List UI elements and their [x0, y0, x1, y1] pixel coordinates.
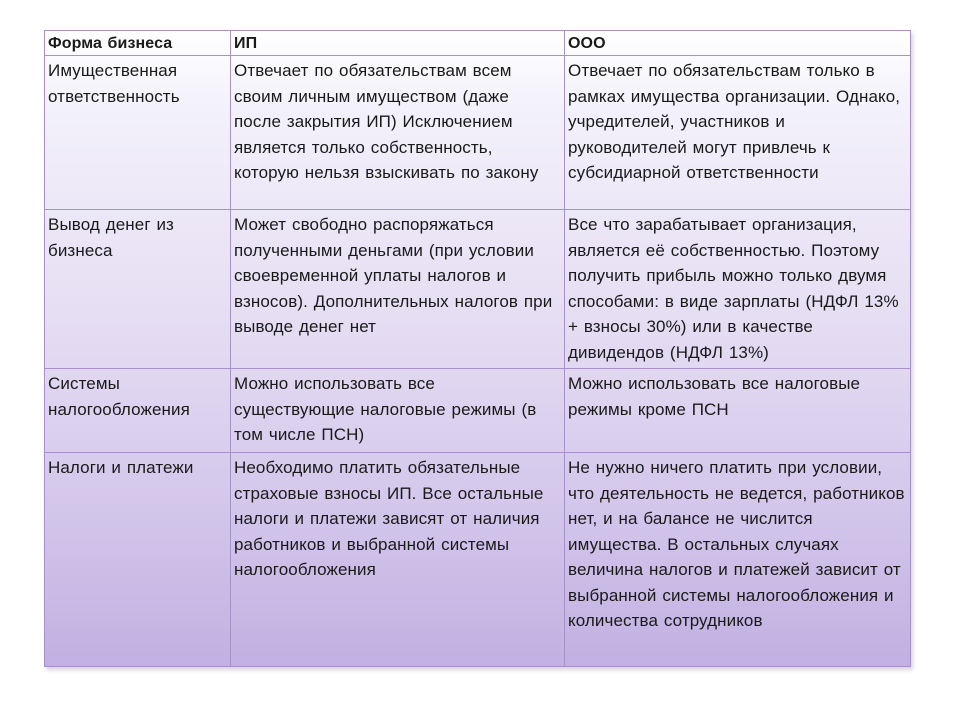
table-row	[45, 56, 911, 210]
ooo-cell: Можно использовать все налоговые режимы кроме ПСН	[565, 369, 911, 453]
row-label: Налоги и платежи	[45, 453, 231, 667]
row-label: Системы налогообложения	[45, 369, 231, 453]
table-row	[45, 369, 911, 453]
header-ooo: ООО	[565, 31, 911, 56]
ip-cell: Необходимо платить обязательные страховые взносы ИП. Все остальные налоги и платежи зависят от наличия работников и выбранной системы налогообложения	[231, 453, 565, 667]
ooo-cell: Не нужно ничего платить при условии, что деятельность не ведется, работников нет, и на балансе не числится имущества. В остальных случаях величина налогов и платежей зависит от выбранной системы налогообложения и количества сотрудников	[565, 453, 911, 667]
header-business-form: Форма бизнеса	[45, 31, 231, 56]
comparison-table	[44, 30, 911, 667]
table-row	[45, 453, 911, 667]
ip-cell: Можно использовать все существующие налоговые режимы (в том числе ПСН)	[231, 369, 565, 453]
ip-cell: Отвечает по обязательствам всем своим личным имуществом (даже после закрытия ИП) Исключением является только собственность, которую нельзя взыскивать по закону	[231, 56, 565, 210]
table-row	[45, 210, 911, 369]
row-label: Вывод денег из бизнеса	[45, 210, 231, 369]
row-label: Имущественная ответственность	[45, 56, 231, 210]
ooo-cell: Отвечает по обязательствам только в рамках имущества организации. Однако, учредителей, участников и руководителей могут привлечь к субсидиарной ответственности	[565, 56, 911, 210]
ip-cell: Может свободно распоряжаться полученными деньгами (при условии своевременной уплаты налогов и взносов). Дополнительных налогов при выводе денег нет	[231, 210, 565, 369]
header-ip: ИП	[231, 31, 565, 56]
header-row	[45, 31, 911, 56]
ooo-cell: Все что зарабатывает организация, является её собственностью. Поэтому получить прибыль можно только двумя способами: в виде зарплаты (НДФЛ 13% + взносы 30%) или в качестве дивидендов (НДФЛ 13%)	[565, 210, 911, 369]
